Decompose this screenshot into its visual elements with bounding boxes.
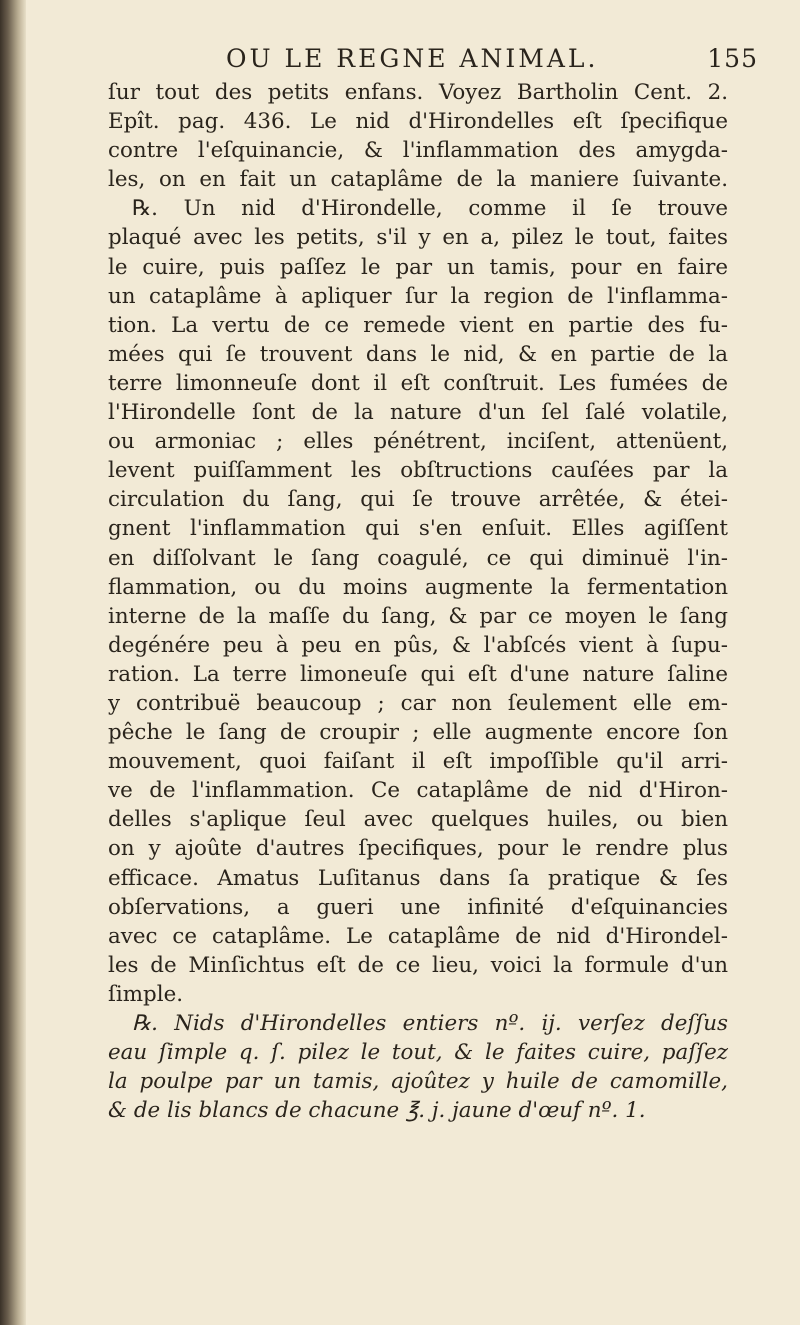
text-line: Epît. pag. 436. Le nid d'Hirondelles eſt ſpecifique (108, 109, 728, 135)
text-line: interne de la maſſe du ſang, & par ce moyen le ſang (108, 603, 728, 629)
text-line: efficace. Amatus Luſitanus dans ſa pratique & ſes (108, 865, 728, 891)
text-line: & de lis blancs de chacune ℥. j. jaune d'œuf nº. 1. (108, 1098, 646, 1124)
page-number: 155 (707, 44, 758, 73)
text-line: ℞. Un nid d'Hirondelle, comme il ſe trouve (132, 196, 728, 222)
text-line: eau ſimple q. ſ. pilez le tout, & le faites cuire, paſſez (108, 1040, 728, 1066)
text-line: les, on en fait un cataplâme de la maniere ſuivante. (108, 167, 728, 193)
text-line: la poulpe par un tamis, ajoûtez y huile de camomille, (108, 1069, 728, 1095)
text-line: y contribuë beaucoup ; car non ſeulement elle em- (108, 690, 728, 716)
text-line: circulation du ſang, qui ſe trouve arrêtée, & étei- (108, 487, 728, 513)
text-line: mées qui ſe trouvent dans le nid, & en partie de la (108, 341, 728, 367)
text-line: ſimple. (108, 981, 184, 1007)
text-line: contre l'eſquinancie, & l'inflammation des amygda- (108, 138, 728, 164)
text-line: delles s'aplique ſeul avec quelques huiles, ou bien (108, 807, 728, 833)
text-line: avec ce cataplâme. Le cataplâme de nid d'Hirondel- (108, 923, 728, 949)
text-line: plaqué avec les petits, s'il y en a, pilez le tout, faites (108, 225, 728, 251)
text-line: flammation, ou du moins augmente la fermentation (108, 574, 728, 600)
text-line: ve de l'inflammation. Ce cataplâme de nid d'Hiron- (108, 778, 728, 804)
body-text (108, 78, 728, 1125)
text-line: le cuire, puis paſſez le par un tamis, pour en faire (108, 254, 728, 280)
text-line: les de Minſichtus eſt de ce lieu, voici la formule d'un (108, 952, 728, 978)
text-line: un cataplâme à apliquer ſur la region de l'inflamma- (108, 283, 728, 309)
text-line: en diſſolvant le ſang coagulé, ce qui diminuë l'in- (108, 545, 728, 571)
text-line: ou armoniac ; elles pénétrent, inciſent, attenüent, (108, 429, 728, 455)
running-head: OU LE REGNE ANIMAL. (226, 44, 599, 73)
text-line: terre limonneuſe dont il eſt conſtruit. Les fumées de (108, 370, 728, 396)
text-line: degénére peu à peu en pûs, & l'abſcés vient à ſupu- (108, 632, 728, 658)
text-line: gnent l'inflammation qui s'en enſuit. Elles agiſſent (108, 516, 728, 542)
text-line: pêche le ſang de croupir ; elle augmente encore ſon (108, 720, 728, 746)
text-line: ſur tout des petits enfans. Voyez Bartholin Cent. 2. (108, 80, 728, 105)
text-line: tion. La vertu de ce remede vient en partie des fu- (108, 312, 728, 338)
text-line: l'Hirondelle ſont de la nature d'un ſel ſalé volatile, (108, 400, 728, 426)
text-line: obſervations, a gueri une infinité d'eſquinancies (108, 894, 728, 920)
text-line: on y ajoûte d'autres ſpecifiques, pour le rendre plus (108, 836, 728, 862)
book-binding (0, 0, 26, 1325)
text-line: levent puiſſamment les obſtructions cauſées par la (108, 458, 728, 484)
page-header (200, 44, 766, 80)
text-line: ℞. Nids d'Hirondelles entiers nº. ij. verſez deſſus (132, 1011, 728, 1036)
text-line: mouvement, quoi faiſant il eſt impoſſible qu'il arri- (108, 749, 728, 775)
text-line: ration. La terre limoneuſe qui eſt d'une nature ſaline (108, 661, 728, 687)
